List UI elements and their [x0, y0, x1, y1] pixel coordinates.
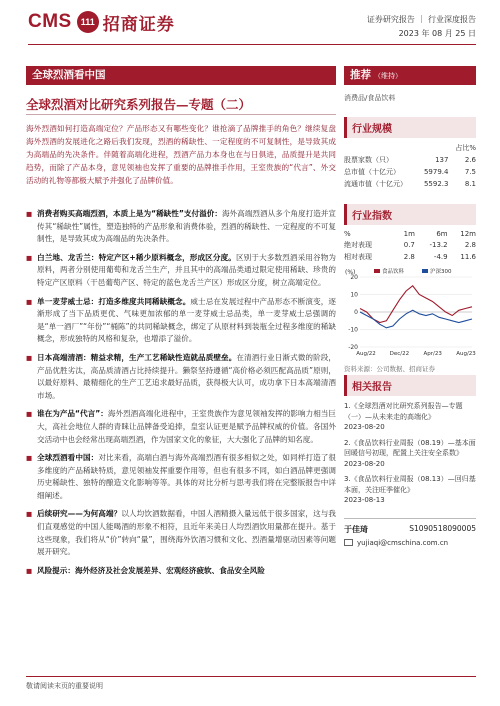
mail-icon: [344, 539, 353, 546]
y-tick-label: 20: [350, 274, 358, 281]
bullet-text: 海外烈酒高端化进程中，王室贵族作为意见领袖发挥的影响力相当巨大，高社会地位人群的青睐让品牌备受追捧，皇室认证更是赋予品牌权威的价值。各国外交活动中也会经常出现高端烈酒，作为国家文化的象征，大大强化了品牌的知名度。: [37, 409, 337, 444]
table-header-row: [344, 229, 476, 239]
bullet-text: 以人均饮酒数据看，中国人酒精摄入量远低于很多国家，这与我们直观感觉的中国人能喝酒的形象不相符，且近年来美日人均烈酒饮用量都在提升。基于这些现象，我们将从“价”转向“量”，围绕海外饮酒习惯和文化、烈酒量增驱动因素等问题展开研究。: [37, 509, 337, 557]
table-header: 1m: [403, 230, 415, 238]
bullet-lead: 全球烈酒看中国：: [37, 453, 99, 463]
related-report[interactable]: [344, 438, 476, 470]
table-cell: -4.9: [433, 253, 448, 261]
index-chart-svg: [344, 267, 476, 359]
table-cell: 绝对表现: [344, 241, 372, 249]
table-row: [344, 178, 476, 190]
y-tick-label: 10: [350, 291, 358, 299]
industry-index-heading: 行业指数: [344, 204, 476, 225]
industry-scale-table: [344, 142, 476, 190]
analyst-id: S1090518090005: [409, 523, 476, 533]
table-row: [344, 251, 476, 263]
table-cell: 7.5: [464, 168, 476, 176]
related-report-date: 2023-08-20: [344, 459, 385, 468]
bullet-lead: 日本高端清酒：精益求精，生产工艺稀缺性造就品质壁垒。: [37, 352, 237, 362]
header-divider: [28, 44, 476, 45]
bullet-text: 区别于大多数烈酒采用谷物为原料，两者分别使用葡萄和龙舌兰生产，并且其中的高端品类通过限定使用稀缺、珍贵的特定产区原料（干邑葡萄产区、特定的蓝色龙舌兰产区）形成区分度，树立高端定位。: [37, 252, 336, 287]
legend-swatch: [422, 269, 428, 273]
index-chart: [344, 267, 476, 363]
logo-cms-text: CMS: [28, 11, 72, 32]
bullet-lead: 后续研究——为何高端？: [37, 509, 122, 519]
table-cell: 流通市值（十亿元）: [344, 180, 407, 188]
table-row: [344, 166, 476, 178]
table-header: 12m: [460, 230, 476, 238]
table-cell: 股票家数（只）: [344, 156, 393, 164]
section-banner: 全球烈酒看中国: [26, 66, 336, 85]
key-points: [26, 208, 336, 583]
rating-note: （维持）: [374, 72, 402, 80]
table-cell: 相对表现: [344, 253, 372, 261]
analyst-email[interactable]: yujiaqi@cmschina.com.cn: [357, 538, 449, 547]
bullet-lead: 消费者购买高端烈酒，本质上是为“稀缺性”支付溢价：: [37, 209, 222, 218]
table-cell: 5979.4: [423, 168, 449, 176]
bullet-item: [26, 296, 336, 346]
footer-divider: [26, 676, 476, 677]
table-cell: -13.2: [429, 241, 448, 249]
industry-scale-heading: 行业规模: [344, 117, 476, 138]
bullet-item: [26, 208, 336, 246]
bullet-lead: 单一麦芽威士忌：打造多维度共同稀缺概念。: [37, 296, 191, 306]
analyst-email-row[interactable]: [344, 539, 476, 547]
bullet-lead: 风险提示：海外经济及社会发展差异、宏观经济疲软、食品安全风险: [37, 565, 265, 575]
legend-swatch: [374, 269, 380, 273]
bullet-lead: 谁在为产品“代言”：: [37, 409, 108, 419]
related-report-date: 2023-08-20: [344, 423, 385, 431]
page-header: [0, 0, 500, 50]
x-tick-label: Aug/22: [356, 351, 376, 357]
y-tick-label: 0: [354, 309, 358, 316]
table-cell: 0.7: [403, 241, 415, 249]
table-cell: 5592.3: [423, 180, 449, 188]
report-title: 全球烈酒对比研究系列报告—专题（二）: [26, 97, 252, 112]
sector-label: 消费品/食品饮料: [344, 94, 396, 102]
table-header-row: [344, 142, 476, 154]
related-report-title: 3.《食品饮料行业周报（08.13）—回归基本面，关注旺季催化》: [344, 475, 476, 494]
bullet-text: 海外高端烈酒从多个角度打造并宣传其“稀缺性”属性，塑造独特的产品形象和消费体验，烈酒的稀缺性、一定程度的不可复制性，是导致其成为高端品的先决条件。: [37, 209, 337, 244]
bullet-item: [26, 252, 336, 290]
legend-label: 沪深300: [430, 269, 452, 275]
y-axis-unit: (%): [345, 269, 356, 276]
table-header: %: [344, 230, 351, 238]
logo-badge-icon: 111: [77, 11, 99, 33]
summary-paragraph: 海外烈酒如何打造高端定位？产品形态又有哪些变化？谁抢滴了品牌推手的角色？继续复盘海外烈酒的发展进化之路后我们发现，烈酒的稀缺性、一定程度的不可复制性，是导致其成为高端品的先决条件。伴随着高端化进程，烈酒产品力本身也在与日俱进，品质提升是共同趋势，而除了产品本身，意见领袖也发挥了重要的品牌推手作用，王室贵族的“代言”、外交活动的礼物等都极大赋予并强化了品牌价值。: [26, 124, 336, 185]
bullet-text: 对比来看，高端白酒与海外高端烈酒有很多相似之处，如同样打造了很多维度的产品稀缺特质，意见领袖发挥重要作用等，但也有很多不同，如白酒品牌更强调历史稀缺性、独特的酿造文化影响等等。具体的对比分析与思考我们将在完整版报告中详细阐述。: [37, 453, 337, 500]
table-cell: 2.8: [464, 241, 476, 249]
title-divider: [26, 114, 336, 115]
x-tick-label: Dec/22: [389, 351, 410, 357]
brand-logo: [28, 9, 175, 35]
y-tick-label: -10: [348, 326, 358, 334]
legend-label: 食品饮料: [382, 269, 405, 275]
bullet-lead: 白兰地、龙舌兰：特定产区+稀少原料概念，形成区分度。: [37, 252, 236, 262]
related-report-title: 1.《全球烈酒对比研究系列报告—专题（一）—从未来走的高端化》: [344, 402, 463, 421]
table-cell: 总市值（十亿元）: [344, 168, 400, 176]
x-tick-label: Aug/23: [456, 351, 476, 357]
series-line: [360, 286, 472, 323]
analyst-name: 于佳琦: [344, 524, 368, 534]
rating-label: 推荐: [350, 69, 371, 81]
y-tick-label: -20: [348, 344, 358, 351]
x-tick-label: Apr/23: [423, 351, 442, 357]
bullet-text: 威士忌在发展过程中产品形态不断演变，逐渐形成了当下品质更优、气味更加浓郁的单一麦芽威士忌品类，单一麦芽威士忌强调的是“单一酒厂”“年份”“桶陈”的共同稀缺概念，绑定了从原材料到装瓶全过程多维度的稀缺概念，形成独特的风格和复杂，也增添了溢价。: [37, 296, 337, 344]
table-cell: 137: [435, 156, 449, 164]
table-cell: 2.8: [403, 253, 415, 261]
analyst-block: [344, 518, 476, 547]
table-cell: 8.1: [464, 180, 476, 188]
bullet-item: [26, 408, 336, 446]
table-row: [344, 239, 476, 251]
table-row: [344, 154, 476, 166]
related-report-date: 2023-08-13: [344, 496, 385, 504]
related-report[interactable]: [344, 474, 476, 506]
bullet-text: 在清酒行业日渐式微的阶段，产品优胜劣汰，高品质清酒占比持续提升。獭祭坚持遵循“高价格必须匹配高品质”原则，以最好原料、最精细化的生产工艺追求最好品质，获得极大认可，成功拿下日本高端清酒市场。: [37, 352, 337, 400]
analyst-row: [344, 524, 476, 535]
related-report[interactable]: [344, 401, 476, 433]
logo-cn-text: 招商证券: [102, 14, 175, 35]
sidebar: [344, 66, 476, 547]
footer-note: 敬请阅读末页的重要说明: [26, 682, 103, 690]
table-header: 6m: [436, 230, 448, 238]
bullet-item: [26, 508, 336, 558]
report-type: 证券研究报告 ｜ 行业深度报告: [366, 15, 476, 24]
industry-index-table: [344, 229, 476, 263]
related-reports-heading: 相关报告: [344, 375, 476, 396]
bullet-item: [26, 452, 336, 502]
table-header: 占比%: [455, 144, 476, 152]
rating-header: [344, 66, 476, 85]
table-cell: 2.6: [464, 156, 476, 164]
chart-source: 资料来源：公司数据、招商证券: [344, 365, 435, 373]
risk-warning: [26, 565, 336, 578]
related-report-title: 2.《食品饮料行业周报（08.19）—基本面回暖信号初现，配置上关注安全系数》: [344, 438, 476, 457]
table-cell: 11.6: [460, 253, 476, 261]
bullet-item: [26, 352, 336, 402]
header-meta: [367, 13, 476, 41]
report-date: 2023 年 08 月 25 日: [398, 29, 476, 38]
